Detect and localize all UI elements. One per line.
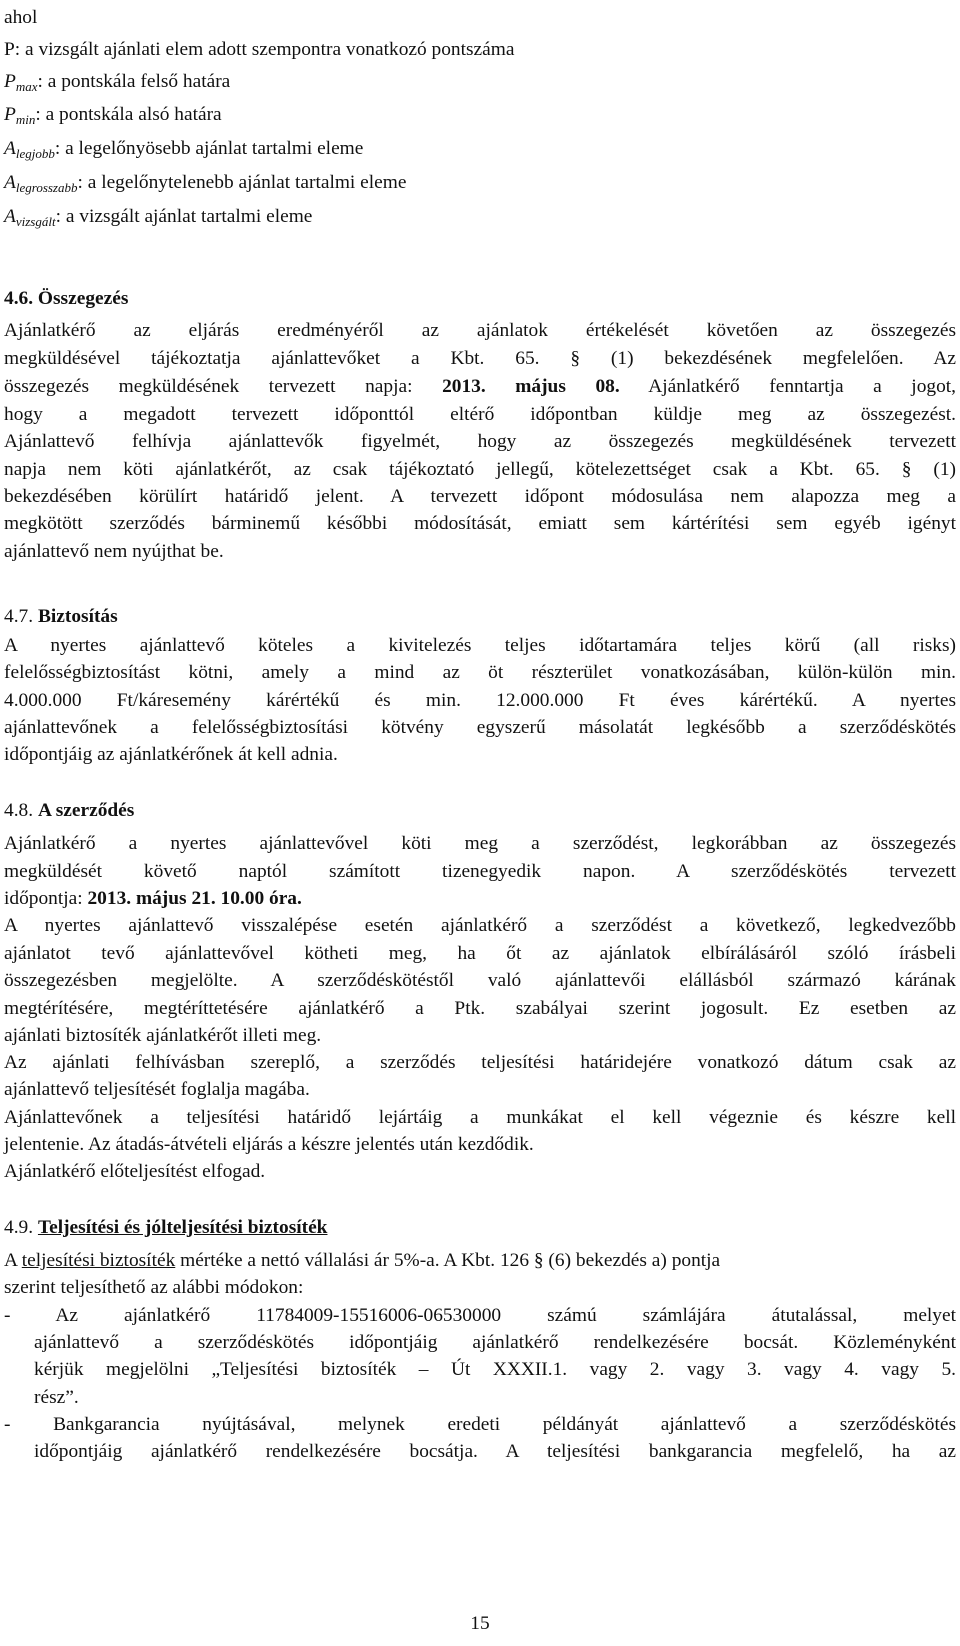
section-heading-4-6: 4.6. Összegezés bbox=[4, 288, 129, 309]
definition-alegjobb: $A_{legjobb}$: a legelőnyösebb ajánlat tartalmi eleme bbox=[4, 138, 364, 161]
text-line: Az ajánlati felhívásban szereplő, a szerződés teljesítési határidejére vonatkozó dátum csak az bbox=[4, 1052, 956, 1073]
text-line: Ajánlatkérő előteljesítést elfogad. bbox=[4, 1161, 266, 1182]
text-line: A teljesítési biztosíték mértéke a nettó vállalási ár 5%-a. A Kbt. 126 § (6) bekezdés a) pontja bbox=[4, 1250, 721, 1271]
text-line: A nyertes ajánlattevő visszalépése esetén ajánlatkérő a szerződést a következő, legkedvezőbb bbox=[4, 915, 956, 936]
definition-alegrosszabb: $A_{legrosszabb}$: a legelőnytelenebb ajánlat tartalmi eleme bbox=[4, 172, 407, 195]
text-line: összegezés megküldésének tervezett napja: 2013. május 08. Ajánlatkérő fenntartja a jogot, bbox=[4, 376, 957, 397]
text-line: Ajánlatkérő az eljárás eredményéről az ajánlatok értékelését követően az összegezés bbox=[4, 320, 956, 341]
text-line: szerint teljesíthető az alábbi módokon: bbox=[4, 1277, 304, 1298]
text-line: ajánlati biztosíték ajánlatkérőt illeti meg. bbox=[4, 1025, 322, 1046]
definition-avizsgalt: $A_{vizsgált}$: a vizsgált ajánlat tartalmi eleme bbox=[4, 206, 313, 229]
text-line: ajánlattevő a szerződéskötés időpontjáig ajánlatkérő rendelkezésére bocsát. Közleményként bbox=[34, 1332, 956, 1353]
section-heading-4-8: 4.8. A szerződés bbox=[4, 800, 135, 821]
text-line: időpontjáig ajánlatkérő rendelkezésére bocsátja. A teljesítési bankgarancia megfelelő, ha az bbox=[34, 1441, 956, 1462]
text-line: jelentenie. Az átadás-átvételi eljárás a készre jelentés után kezdődik. bbox=[4, 1134, 534, 1155]
definition-pmin: $P_{min}$: a pontskála alsó határa bbox=[4, 104, 222, 127]
text-line: Ajánlattevő felhívja ajánlattevők figyelmét, hogy az összegezés megküldésének tervezett bbox=[4, 431, 956, 452]
text-line: ajánlattevő nem nyújthat be. bbox=[4, 541, 224, 562]
section-heading-4-9: 4.9. Teljesítési és jólteljesítési biztosíték bbox=[4, 1217, 328, 1238]
text-line: A nyertes ajánlattevő köteles a kivitelezés teljes időtartamára teljes körű (all risks) bbox=[4, 635, 956, 656]
text-line: időpontja: 2013. május 21. 10.00 óra. bbox=[4, 888, 302, 909]
text-line: ajánlattevőnek a felelősségbiztosítási kötvény egyszerű másolatát legkésőbb a szerződéskötés bbox=[4, 717, 956, 738]
text-line: megküldését követő naptól számított tizenegyedik napon. A szerződéskötés tervezett bbox=[4, 861, 956, 882]
text-line: ajánlatot tevő ajánlattevővel kötheti meg, ha őt az ajánlatok elbírálásáról szóló írásbeli bbox=[4, 943, 956, 964]
text-line: hogy a megadott tervezett időponttól eltérő időpontban küldje meg az összegezést. bbox=[4, 404, 956, 425]
section-heading-4-7: 4.7. Biztosítás bbox=[4, 606, 118, 627]
text-line: felelősségbiztosítást kötni, amely a mind az öt részterület vonatkozásában, külön-külön min. bbox=[4, 662, 956, 683]
definition-pmax: $P_{max}$: a pontskála felső határa bbox=[4, 71, 231, 94]
text-line: kérjük megjelölni „Teljesítési biztosíték – Út XXXII.1. vagy 2. vagy 3. vagy 4. vagy 5. bbox=[34, 1359, 956, 1380]
text-line: bekezdésében körülírt határidő jelent. A tervezett időpont módosulása nem alapozza meg a bbox=[4, 486, 956, 507]
text-line: időpontjáig az ajánlatkérőnek át kell adnia. bbox=[4, 744, 338, 765]
text-line: Ajánlattevőnek a teljesítési határidő lejártáig a munkákat el kell végeznie és készre kell bbox=[4, 1107, 956, 1128]
text-line: napja nem köti ajánlatkérőt, az csak tájékoztató jellegű, kötelezettséget csak a Kbt. 65. § (1) bbox=[4, 459, 956, 480]
text-line: P: a vizsgált ajánlati elem adott szempontra vonatkozó pontszáma bbox=[4, 39, 515, 60]
text-line: megküldésével tájékoztatja ajánlattevőket a Kbt. 65. § (1) bekezdésének megfelelően. Az bbox=[4, 348, 956, 369]
page-number: 15 bbox=[470, 1613, 490, 1634]
text-line: megtérítésére, megtéríttetésére ajánlatkérő a Ptk. szabályai szerint jogosult. Ez esetben az bbox=[4, 998, 956, 1019]
list-item: - Bankgarancia nyújtásával, melynek eredeti példányát ajánlattevő a szerződéskötés bbox=[4, 1414, 956, 1435]
text-line: ahol bbox=[4, 7, 38, 28]
text-line: ajánlattevő teljesítését foglalja magába. bbox=[4, 1079, 310, 1100]
text-line: rész”. bbox=[34, 1387, 79, 1408]
text-line: 4.000.000 Ft/káresemény kárértékű és min. 12.000.000 Ft éves kárértékű. A nyertes bbox=[4, 690, 956, 711]
list-item: - Az ajánlatkérő 11784009-15516006-06530000 számú számlájára átutalással, melyet bbox=[4, 1305, 956, 1326]
text-line: összegezésben megjelölte. A szerződéskötéstől való ajánlattevői elállásból származó kárának bbox=[4, 970, 956, 991]
text-line: Ajánlatkérő a nyertes ajánlattevővel köti meg a szerződést, legkorábban az összegezés bbox=[4, 833, 956, 854]
text-line: megkötött szerződés bárminemű későbbi módosítását, emiatt sem kártérítési sem egyéb igényt bbox=[4, 513, 956, 534]
